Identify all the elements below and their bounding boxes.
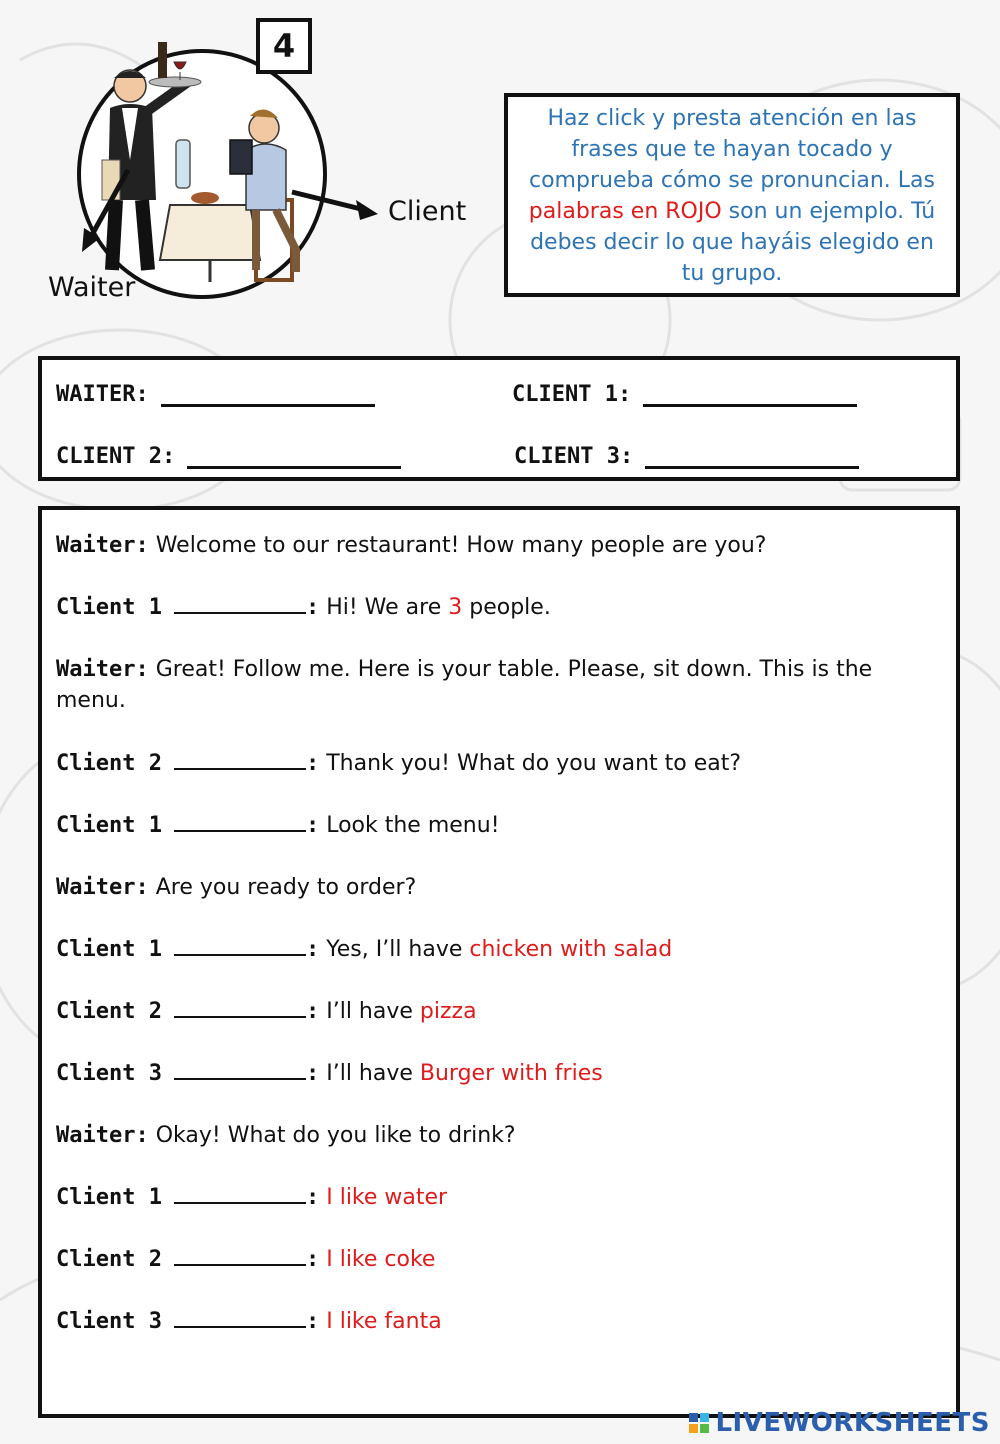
dialogue-line[interactable] bbox=[56, 810, 946, 841]
dialogue-text: Okay! What do you like to drink? bbox=[155, 1123, 516, 1148]
dialogue-text: I’ll have bbox=[326, 1061, 420, 1086]
instructions-text-end: son un ejemplo. Tú debes decir lo que hayáis elegido en tu grupo. bbox=[530, 199, 936, 286]
colon: : bbox=[305, 1309, 320, 1334]
colon: : bbox=[305, 595, 320, 620]
speaker-name-blank[interactable] bbox=[174, 748, 306, 770]
dialogue-text: I’ll have bbox=[326, 999, 420, 1024]
speaker-label: Client 3 bbox=[56, 1061, 162, 1086]
dialogue-line[interactable] bbox=[56, 654, 946, 716]
role-client1-label: CLIENT 1: bbox=[512, 382, 632, 407]
liveworksheets-logo bbox=[689, 1408, 990, 1438]
role-client3-blank[interactable] bbox=[645, 444, 859, 469]
dialogue-text: Yes, I’ll have bbox=[326, 937, 470, 962]
role-waiter-label: WAITER: bbox=[56, 382, 149, 407]
dialogue-red-text: pizza bbox=[419, 999, 477, 1024]
dialogue-line[interactable] bbox=[56, 1244, 946, 1275]
role-client1-blank[interactable] bbox=[643, 382, 857, 407]
instructions-red-text: palabras en ROJO bbox=[528, 199, 722, 224]
dialogue-text: Hi! We are bbox=[326, 595, 449, 620]
dialogue-red-text: Burger with fries bbox=[419, 1061, 603, 1086]
speaker-label: Client 1 bbox=[56, 937, 162, 962]
dialogue-text-after: people. bbox=[462, 595, 551, 620]
client-label: Client bbox=[388, 196, 467, 227]
speaker-label: Client 3 bbox=[56, 1309, 162, 1334]
dialogue-red-text: I like fanta bbox=[326, 1309, 442, 1334]
dialogue-red-text: I like water bbox=[326, 1185, 448, 1210]
role-client2-blank[interactable] bbox=[187, 444, 401, 469]
role-client1 bbox=[512, 382, 857, 407]
role-client2 bbox=[56, 444, 401, 469]
roles-box bbox=[38, 356, 960, 481]
dialogue-line[interactable] bbox=[56, 592, 946, 623]
logo-text: LIVEWORKSHEETS bbox=[715, 1408, 990, 1438]
dialogue-red-text: I like coke bbox=[326, 1247, 436, 1272]
speaker-label: Client 1 bbox=[56, 595, 162, 620]
colon: : bbox=[305, 999, 320, 1024]
dialogue-line[interactable] bbox=[56, 1182, 946, 1213]
speaker-label: Waiter: bbox=[56, 875, 149, 900]
waiter-label: Waiter bbox=[48, 272, 136, 303]
role-client2-label: CLIENT 2: bbox=[56, 444, 176, 469]
colon: : bbox=[305, 937, 320, 962]
speaker-name-blank[interactable] bbox=[174, 592, 306, 614]
speaker-name-blank[interactable] bbox=[174, 1306, 306, 1328]
dialogue-text: Are you ready to order? bbox=[155, 875, 417, 900]
logo-icon bbox=[689, 1413, 709, 1433]
speaker-label: Waiter: bbox=[56, 1123, 149, 1148]
role-waiter-blank[interactable] bbox=[161, 382, 375, 407]
dialogue-text: Look the menu! bbox=[326, 813, 500, 838]
instructions-box bbox=[504, 93, 960, 297]
speaker-label: Client 2 bbox=[56, 1247, 162, 1272]
colon: : bbox=[305, 1061, 320, 1086]
role-client3 bbox=[514, 444, 859, 469]
speaker-label: Waiter: bbox=[56, 533, 149, 558]
dialogue-text: Thank you! What do you want to eat? bbox=[326, 751, 742, 776]
speaker-label: Client 1 bbox=[56, 813, 162, 838]
speaker-label: Client 2 bbox=[56, 999, 162, 1024]
dialogue-text: Welcome to our restaurant! How many people are you? bbox=[155, 533, 767, 558]
colon: : bbox=[305, 1247, 320, 1272]
speaker-label: Waiter: bbox=[56, 657, 149, 682]
dialogue-line[interactable] bbox=[56, 1306, 946, 1337]
dialogue-line[interactable] bbox=[56, 1058, 946, 1089]
dialogue-line[interactable] bbox=[56, 872, 946, 903]
speaker-name-blank[interactable] bbox=[174, 1058, 306, 1080]
speaker-name-blank[interactable] bbox=[174, 934, 306, 956]
speaker-name-blank[interactable] bbox=[174, 1244, 306, 1266]
speaker-name-blank[interactable] bbox=[174, 996, 306, 1018]
dialogue-line[interactable] bbox=[56, 530, 946, 561]
role-client3-label: CLIENT 3: bbox=[514, 444, 634, 469]
dialogue-line[interactable] bbox=[56, 1120, 946, 1151]
waiter-client-illustration bbox=[60, 20, 420, 310]
colon: : bbox=[305, 751, 320, 776]
speaker-label: Client 2 bbox=[56, 751, 162, 776]
colon: : bbox=[305, 1185, 320, 1210]
speaker-label: Client 1 bbox=[56, 1185, 162, 1210]
speaker-name-blank[interactable] bbox=[174, 810, 306, 832]
dialogue-box bbox=[38, 506, 960, 1418]
dialogue-line[interactable] bbox=[56, 748, 946, 779]
speaker-name-blank[interactable] bbox=[174, 1182, 306, 1204]
instructions-text: Haz click y presta atención en las frases que te hayan tocado y comprueba cómo se pronuncian. Las bbox=[529, 106, 935, 193]
colon: : bbox=[305, 813, 320, 838]
page-number: 4 bbox=[256, 18, 312, 74]
dialogue-line[interactable] bbox=[56, 934, 946, 965]
role-waiter bbox=[56, 382, 375, 407]
dialogue-red-text: chicken with salad bbox=[469, 937, 673, 962]
dialogue-text: Great! Follow me. Here is your table. Please, sit down. This is the menu. bbox=[56, 657, 873, 713]
dialogue-line[interactable] bbox=[56, 996, 946, 1027]
dialogue-red-text: 3 bbox=[448, 595, 463, 620]
